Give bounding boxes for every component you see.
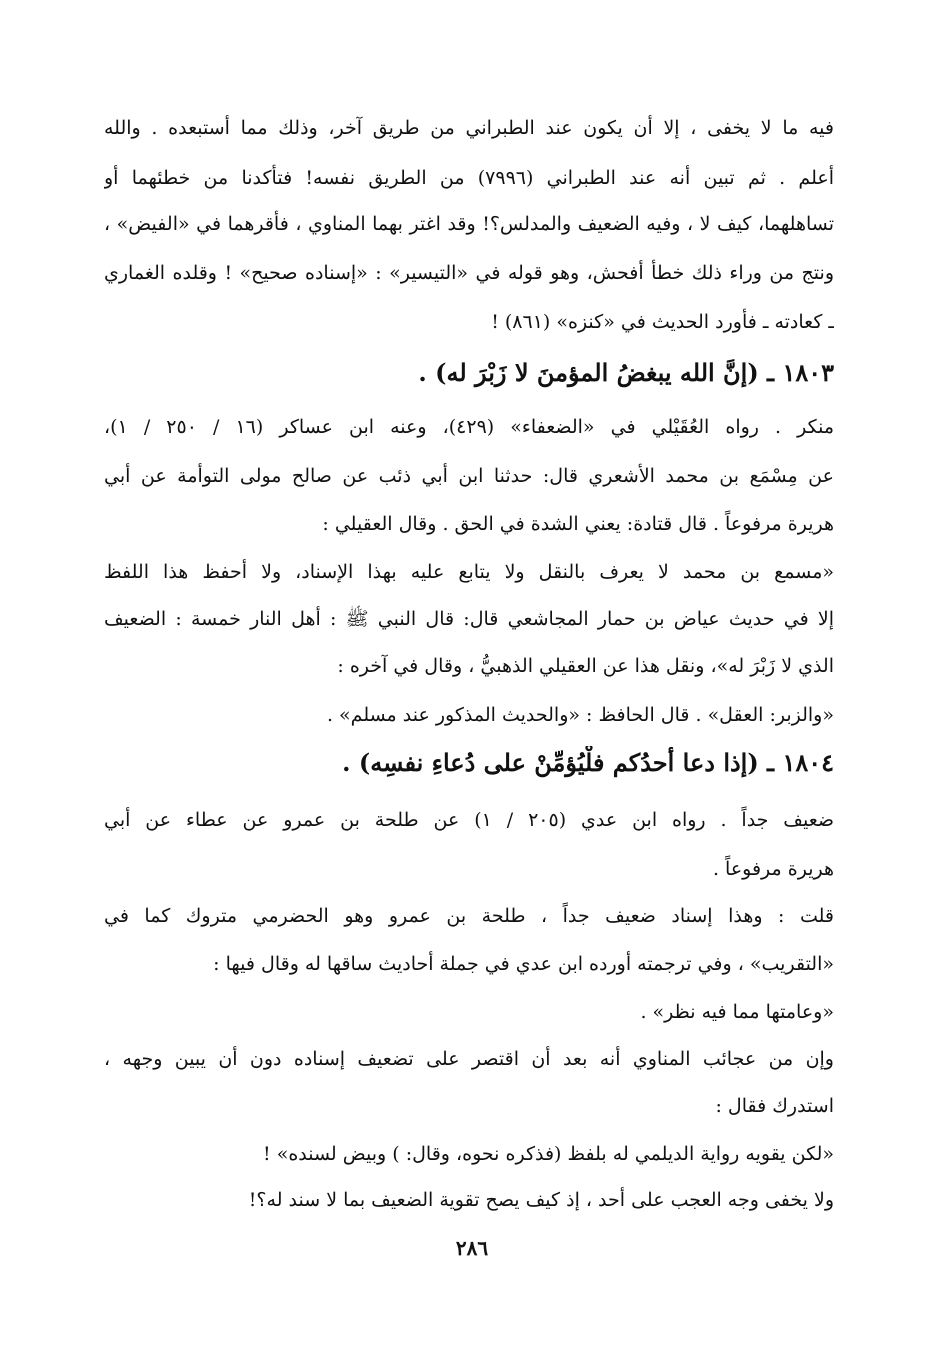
quote-line: «وعامتها مما فيه نظر» . <box>640 1001 834 1023</box>
text-line: منكر . رواه العُقَيْلي في «الضعفاء» (٤٢٩)، وعنه ابن عساكر (١٦ / ٢٥٠ / ١)، <box>104 416 834 438</box>
hadith-heading-1804: ١٨٠٤ ـ (إذا دعا أحدُكم فلْيُؤمِّنْ على دُعاءِ نفسِه) . <box>342 748 834 777</box>
text-line: وإن من عجائب المناوي أنه بعد أن اقتصر على تضعيف إسناده دون أن يبين وجهه ، <box>104 1048 834 1070</box>
quote-line: «والزبر: العقل» . قال الحافظ : «والحديث المذكور عند مسلم» . <box>326 704 834 726</box>
text-line: ـ كعادته ـ فأورد الحديث في «كنزه» (٨٦١) ! <box>491 311 834 333</box>
text-line: ونتج من وراء ذلك خطأ أفحش، وهو قوله في «التيسير» : «إسناده صحيح» ! وقلده الغماري <box>104 262 834 284</box>
text-line: هريرة مرفوعاً . <box>712 858 834 880</box>
text-line: «التقريب» ، وفي ترجمته أورده ابن عدي في جملة أحاديث ساقها له وقال فيها : <box>213 953 834 975</box>
text-line: هريرة مرفوعاً . قال قتادة: يعني الشدة في الحق . وقال العقيلي : <box>322 513 834 535</box>
text-line: فيه ما لا يخفى ، إلا أن يكون عند الطبراني من طريق آخر، وذلك مما أستبعده . والله <box>104 117 834 139</box>
text-line: عن مِسْمَع بن محمد الأشعري قال: حدثنا ابن أبي ذئب عن صالح مولى التوأمة عن أبي <box>104 465 834 487</box>
text-line: قلت : وهذا إسناد ضعيف جداً ، طلحة بن عمرو وهو الحضرمي متروك كما في <box>104 905 834 927</box>
text-line: استدرك فقال : <box>715 1095 834 1117</box>
page-number: ٢٨٦ <box>455 1236 489 1260</box>
quote-line: إلا في حديث عياض بن حمار المجاشعي قال: قال النبي ﷺ : أهل النار خمسة : الضعيف <box>104 608 834 630</box>
quote-line: «مسمع بن محمد لا يعرف بالنقل ولا يتابع عليه بهذا الإسناد، ولا أحفظ هذا اللفظ <box>104 561 834 583</box>
text-line: ولا يخفى وجه العجب على أحد ، إذ كيف يصح تقوية الضعيف بما لا سند له؟! <box>248 1189 834 1211</box>
text-line: تساهلهما، كيف لا ، وفيه الضعيف والمدلس؟! وقد اغتر بهما المناوي ، فأقرهما في «الفيض» ، <box>104 213 834 235</box>
text-line: أعلم . ثم تبين أنه عند الطبراني (٧٩٩٦) من الطريق نفسه! فتأكدنا من خطئهما أو <box>104 167 834 189</box>
quote-line: «لكن يقويه رواية الديلمي له بلفظ (فذكره نحوه، وقال: ) وبيض لسنده» ! <box>263 1143 834 1165</box>
text-line: ضعيف جداً . رواه ابن عدي (٢٠٥ / ١) عن طلحة بن عمرو عن عطاء عن أبي <box>104 809 834 831</box>
hadith-heading-1803: ١٨٠٣ ـ (إنَّ الله يبغضُ المؤمنَ لا زَبْرَ له) . <box>418 358 834 387</box>
quote-line: الذي لا زَبْرَ له»، ونقل هذا عن العقيلي الذهبيُّ ، وقال في آخره : <box>337 655 834 677</box>
